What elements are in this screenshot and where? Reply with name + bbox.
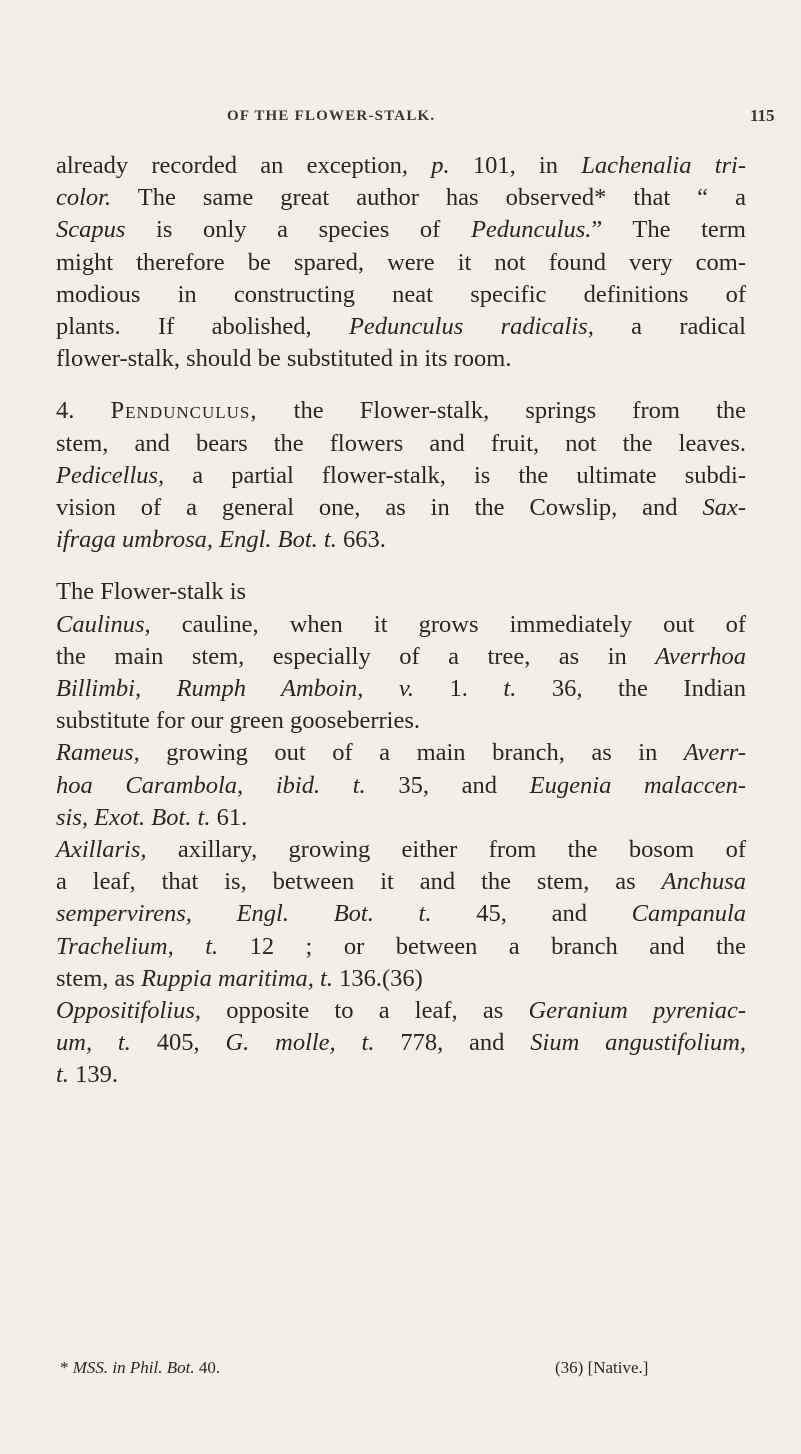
text-run: 405,	[130, 1029, 226, 1057]
text-line	[56, 1059, 746, 1091]
text-line	[56, 492, 746, 524]
paragraph	[56, 995, 746, 1092]
paragraph	[56, 737, 746, 834]
page-footer	[0, 1358, 801, 1382]
italic-run: Sax-	[702, 494, 746, 522]
text-line	[56, 834, 746, 866]
italic-run: Pedunculus radicalis,	[348, 313, 594, 341]
paragraph	[56, 576, 746, 608]
italic-run: ifraga umbrosa, Engl. Bot. t.	[56, 526, 337, 554]
italic-run: sempervirens, Engl. Bot. t.	[56, 900, 432, 928]
italic-run: Oppositifolius,	[56, 997, 201, 1025]
text-run: 36, the Indian	[516, 675, 746, 703]
text-line	[56, 524, 746, 556]
text-run: flower-stalk, should be substituted in its room.	[56, 345, 512, 373]
italic-run: Geranium pyreniac-	[528, 997, 746, 1025]
paragraph	[56, 834, 746, 995]
footnote-mark: *	[60, 1358, 69, 1377]
footnote-number: 40.	[194, 1358, 221, 1377]
text-line	[56, 279, 746, 311]
text-line	[56, 770, 746, 802]
text-run: 778, and	[374, 1029, 531, 1057]
italic-run: Billimbi, Rumph Amboin, v.	[56, 675, 415, 703]
text-run: axillary, growing either from the bosom of	[146, 836, 746, 864]
small-caps-run: Penduncul	[110, 397, 227, 425]
text-run: 136.(36)	[332, 964, 423, 992]
italic-run: Eugenia malaccen-	[529, 771, 747, 799]
text-line	[56, 931, 746, 963]
italic-run: um, t.	[56, 1029, 131, 1057]
italic-run: Lachenalia tri-	[581, 152, 746, 179]
text-run: 101, in	[449, 152, 582, 179]
text-line	[56, 395, 746, 427]
italic-run: Averrhoa	[655, 642, 746, 670]
running-head: OF THE FLOWER-STALK.	[227, 108, 436, 124]
text-line	[56, 641, 746, 673]
italic-run: Scapus	[56, 216, 126, 244]
text-run: 663.	[336, 526, 386, 554]
italic-run: Sium angustifolium,	[530, 1029, 747, 1057]
text-line	[56, 802, 746, 834]
text-run: is only a species of	[125, 216, 471, 244]
text-run: might therefore be spared, were it not found very com-	[56, 248, 746, 276]
text-run: 139.	[68, 1061, 118, 1089]
italic-run: Trachelium, t.	[56, 932, 219, 960]
text-line	[56, 995, 746, 1027]
text-run: cauline, when it grows immediately out of	[150, 610, 746, 638]
italic-run: Caulinus,	[56, 610, 151, 638]
text-line	[56, 182, 746, 214]
italic-run: Ruppia maritima, t.	[141, 964, 333, 992]
text-line	[56, 1027, 746, 1059]
paragraph	[56, 395, 746, 556]
italic-run: Averr-	[683, 739, 746, 767]
paragraph	[56, 150, 746, 375]
text-line	[56, 609, 746, 641]
text-run: 35, and	[365, 771, 530, 799]
text-run: 12 ; or between a branch and the	[218, 932, 746, 960]
text-run: growing out of a main branch, as in	[139, 739, 684, 767]
italic-run: Campanula	[631, 900, 747, 928]
text-run: stem, and bears the flowers and fruit, not the leaves.	[56, 429, 746, 457]
text-line	[56, 460, 746, 492]
italic-run: Pedunculus.	[470, 216, 592, 244]
italic-run: hoa Carambola, ibid. t.	[56, 771, 366, 799]
text-line	[56, 214, 746, 246]
text-run: 1.	[414, 675, 504, 703]
italic-run: t.	[503, 675, 517, 703]
footnote-text: MSS. in Phil. Bot.	[72, 1358, 195, 1377]
text-run: modious in constructing neat specific definitions of	[56, 280, 746, 308]
italic-run: Anchusa	[661, 868, 746, 896]
footnote	[60, 1358, 220, 1378]
text-line	[56, 737, 746, 769]
body-text	[56, 150, 746, 1092]
text-line	[56, 428, 746, 460]
text-run: 45, and	[431, 900, 632, 928]
italic-run: Axillaris,	[56, 836, 147, 864]
text-run: already recorded an exception,	[56, 152, 432, 179]
text-run: a radical	[593, 313, 746, 341]
page-header	[0, 104, 801, 132]
page-number: 115	[750, 106, 775, 125]
text-line	[56, 343, 746, 375]
text-run: vision of a general one, as in the Cowslip, and	[56, 494, 703, 522]
text-line	[56, 576, 746, 608]
italic-run: Pedicellus,	[56, 461, 165, 489]
text-line	[56, 150, 746, 182]
text-line	[56, 673, 746, 705]
text-line	[56, 247, 746, 279]
text-run: The Flower-stalk is	[56, 578, 247, 606]
italic-run: color.	[56, 184, 112, 212]
text-line	[56, 705, 746, 737]
text-run: plants. If abolished,	[56, 313, 349, 341]
catchword: (36) [Native.]	[555, 1358, 649, 1377]
text-line	[56, 963, 746, 995]
italic-run: G. molle, t.	[225, 1029, 375, 1057]
text-run: The same great author has observed* that “ a	[111, 184, 746, 212]
text-run: substitute for our green gooseberries.	[56, 707, 420, 735]
text-line	[56, 898, 746, 930]
italic-run: p.	[431, 152, 450, 179]
text-run: stem, as	[56, 964, 142, 992]
text-run: a partial flower-stalk, is the ultimate subdi-	[164, 461, 746, 489]
text-run: a leaf, that is, between it and the stem, as	[56, 868, 662, 896]
text-run: 4.	[56, 397, 111, 425]
text-run: the Flower-stalk, springs from the	[257, 397, 747, 425]
italic-run: Rameus,	[56, 739, 140, 767]
text-run: opposite to a leaf, as	[200, 997, 529, 1025]
italic-run: sis, Exot. Bot. t.	[56, 803, 211, 831]
small-caps-run: us,	[226, 397, 258, 425]
italic-run: t.	[56, 1061, 69, 1089]
text-run: the main stem, especially of a tree, as in	[56, 642, 656, 670]
text-line	[56, 311, 746, 343]
text-run: ” The term	[591, 216, 746, 244]
text-line	[56, 866, 746, 898]
paragraph	[56, 609, 746, 738]
text-run: 61.	[210, 803, 248, 831]
